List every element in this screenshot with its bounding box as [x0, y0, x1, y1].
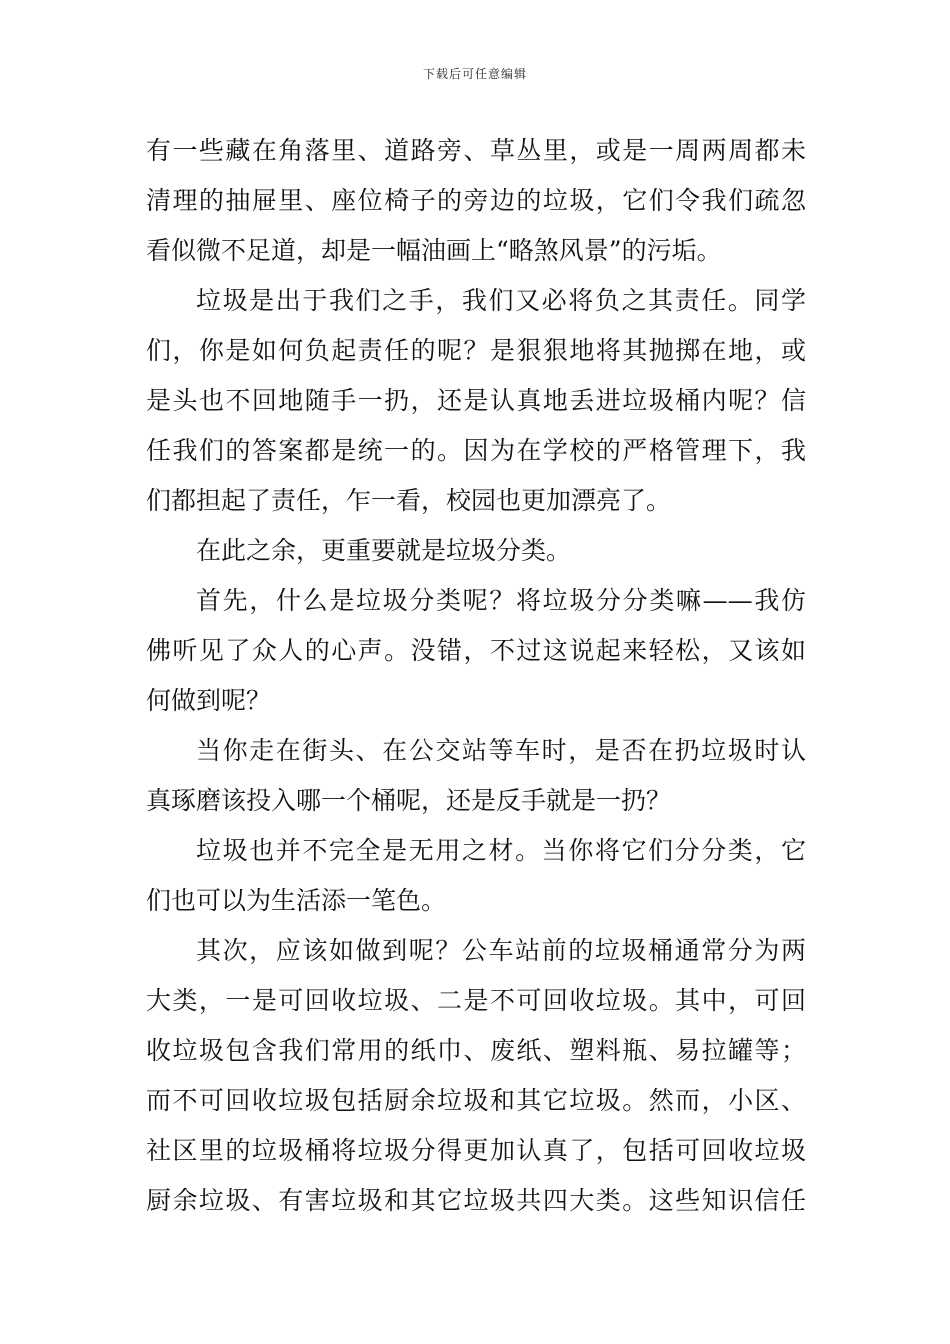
text-line: 在此之余，更重要就是垃圾分类。: [196, 536, 572, 565]
text-line: 厨余垃圾、有害垃圾和其它垃圾共四大类。这些知识信任: [146, 1186, 806, 1215]
paragraph: [146, 926, 806, 1226]
text-line: 们都担起了责任，乍一看，校园也更加漂亮了。: [146, 486, 672, 515]
page-header: 下载后可任意编辑: [422, 67, 527, 81]
paragraph: [146, 276, 806, 526]
text-line: 大类，一是可回收垃圾、二是不可回收垃圾。其中，可回: [146, 986, 806, 1015]
text-line: 当你走在街头、在公交站等车时，是否在扔垃圾时认: [196, 736, 806, 765]
text-line: 们也可以为生活添一笔色。: [146, 886, 447, 915]
text-line: 们，你是如何负起责任的呢？是狠狠地将其抛掷在地，或: [146, 336, 806, 365]
text-line: 而不可回收垃圾包括厨余垃圾和其它垃圾。然而，小区、: [146, 1086, 806, 1115]
paragraph: [146, 576, 806, 726]
paragraph: [146, 726, 806, 826]
text-line: 垃圾也并不完全是无用之材。当你将它们分分类，它: [196, 836, 806, 865]
text-line: 首先，什么是垃圾分类呢？将垃圾分分类嘛——我仿: [196, 586, 806, 615]
text-line: 其次，应该如做到呢？公车站前的垃圾桶通常分为两: [196, 936, 806, 965]
document-body: [146, 126, 806, 1226]
text-line: 是头也不回地随手一扔，还是认真地丢进垃圾桶内呢？信: [146, 386, 806, 415]
text-line: 有一些藏在角落里、道路旁、草丛里，或是一周两周都未: [146, 136, 806, 165]
text-line: 清理的抽屉里、座位椅子的旁边的垃圾，它们令我们疏忽: [146, 186, 806, 215]
text-line: 何做到呢？: [146, 686, 272, 715]
text-line: 收垃圾包含我们常用的纸巾、废纸、塑料瓶、易拉罐等；: [146, 1036, 806, 1065]
paragraph: [146, 526, 806, 576]
text-line: 看似微不足道，却是一幅油画上“略煞风景”的污垢。: [146, 236, 722, 265]
text-line: 任我们的答案都是统一的。因为在学校的严格管理下，我: [146, 436, 806, 465]
text-line: 真琢磨该投入哪一个桶呢，还是反手就是一扔？: [146, 786, 672, 815]
paragraph: [146, 826, 806, 926]
text-line: 垃圾是出于我们之手，我们又必将负之其责任。同学: [196, 286, 806, 315]
text-line: 佛听见了众人的心声。没错，不过这说起来轻松，又该如: [146, 636, 806, 665]
text-line: 社区里的垃圾桶将垃圾分得更加认真了，包括可回收垃圾: [146, 1136, 806, 1165]
paragraph: [146, 126, 806, 276]
